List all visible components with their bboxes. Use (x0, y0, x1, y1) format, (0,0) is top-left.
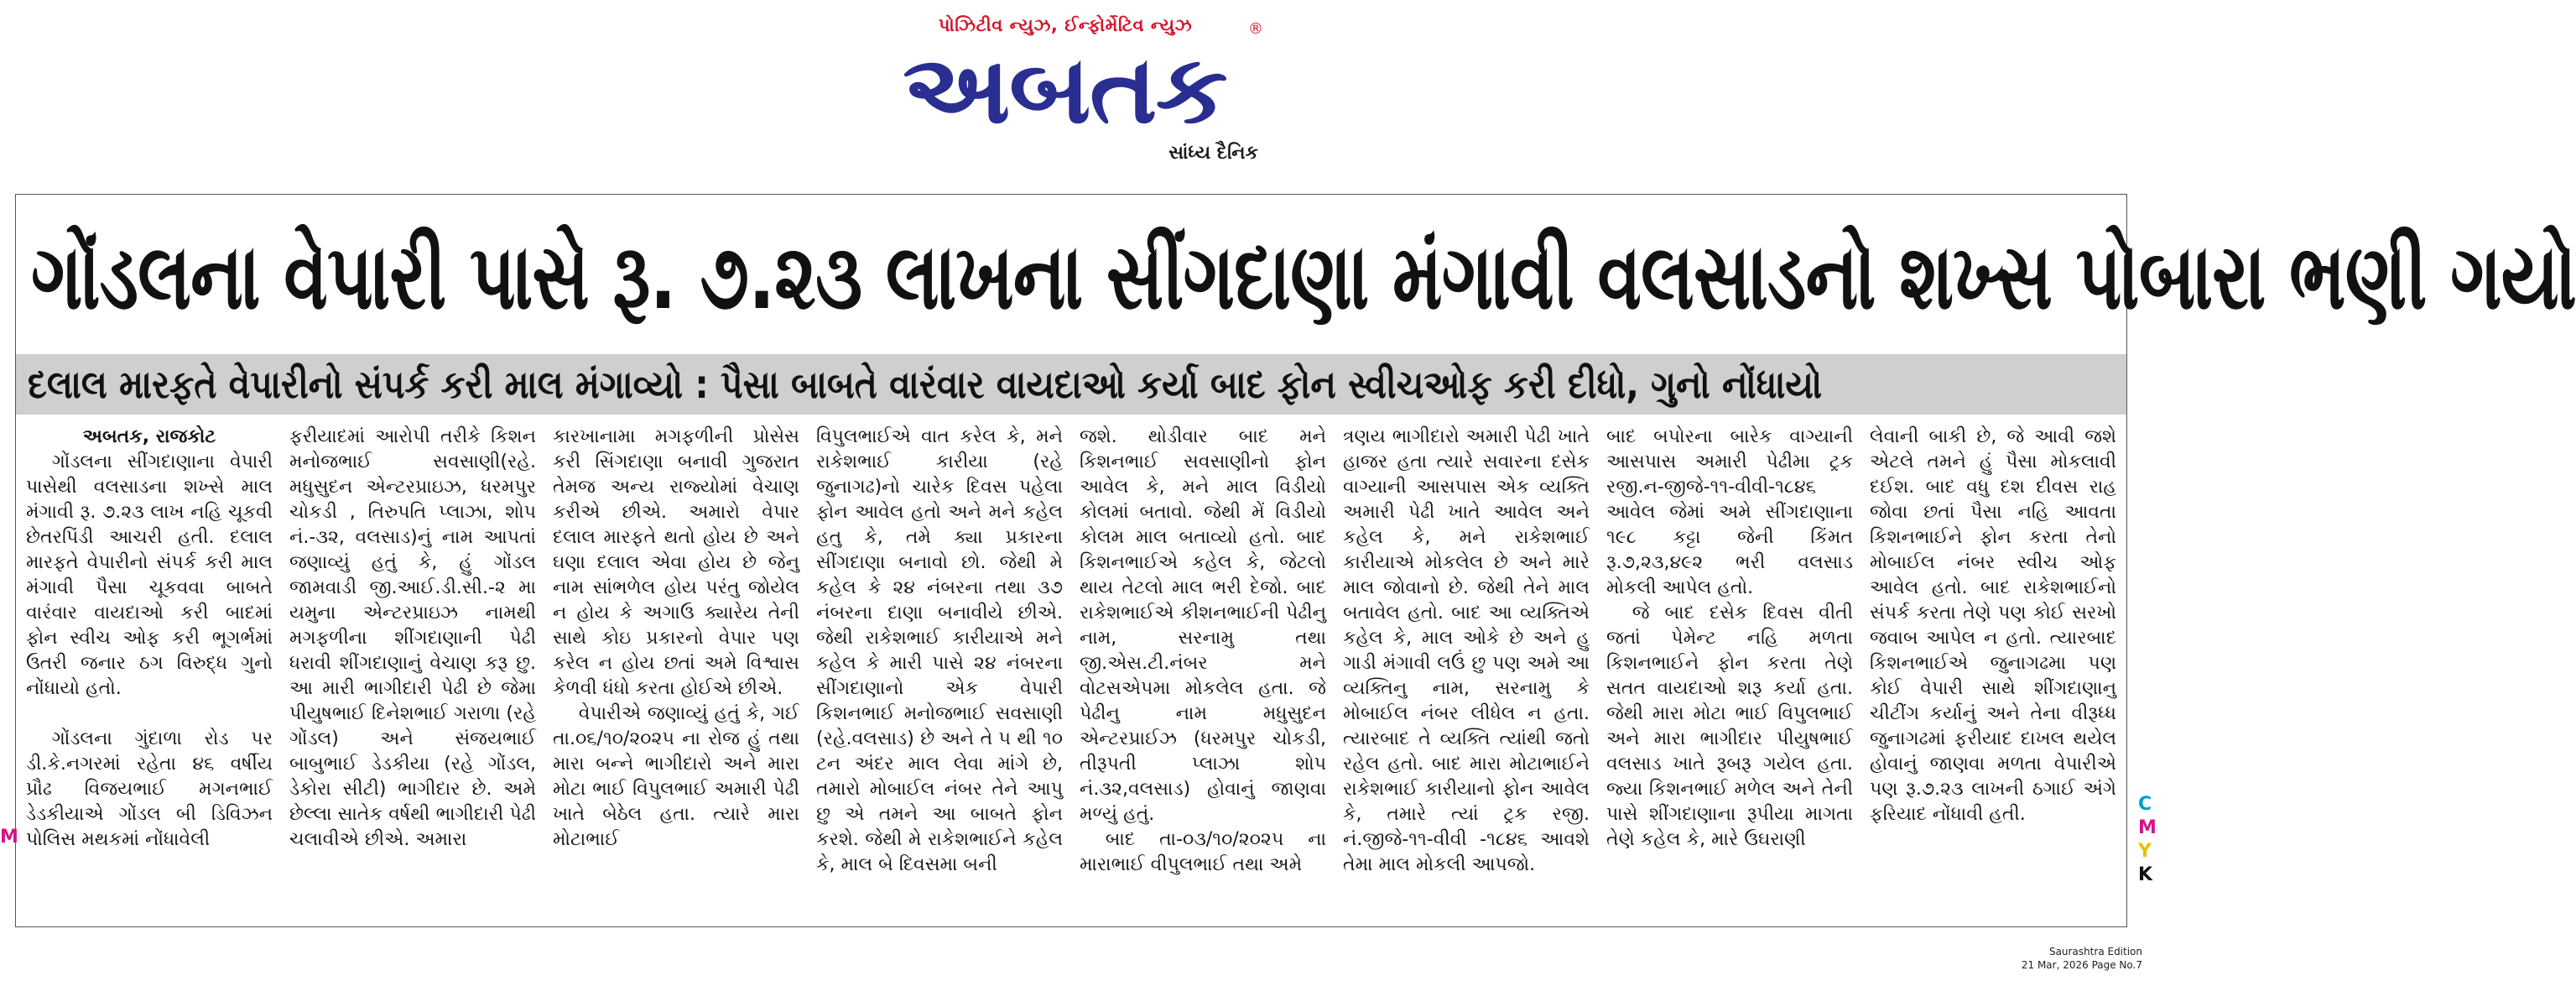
dateline: અબતક, રાજકોટ (82, 426, 216, 447)
article-column-2 (289, 425, 536, 921)
masthead-subtitle: સાંધ્ય દૈનિક (1168, 143, 1258, 164)
paragraph: ફરીયાદમાં આરોપી તરીકે કિશન મનોજભાઈ સવસાણી(રહે. મધુસુદન એન્ટરપ્રાઇઝ, ધરમપુર ચોકડી , તિરુપતિ પ્લાઝા, શોપ નં.-૩૨, વલસાડ)નું નામ આપતાં જણાવ્યું હતું કે, હું ગોંડલ જામવાડી જી.આઈ.ડી.સી.-૨ મા યમુના એન્ટરપ્રાઇઝ નામથી મગફળીના શીંગદાણાની પેઢી ધરાવી શીંગદાણાનું વેચાણ કરૂ છુ. આ મારી ભાગીદારી પેઢી છે જેમા પીયુષભાઈ દિનેશભાઈ ગરાળા (રહે ગોંડલ) અને સંજયભાઈ બાબુભાઈ ડેડકીયા (રહે ગોંડલ, ડેકોરા સીટી) ભાગીદાર છે. અમે છેલ્લા સાતેક વર્ષથી ભાગીદારી પેઢી ચલાવીએ છીએ. અમારા (289, 426, 536, 850)
cmyk-y: Y (2138, 841, 2152, 862)
paragraph: ગોંડલના સીંગદાણાના વેપારી પાસેથી વલસાડના શખ્સે માલ મંગાવી રૂ. ૭.૨૩ લાખ નહિ ચૂકવી છેતરપિંડી આચરી હતી. દલાલ મારફતે વેપારીનો સંપર્ક કરી માલ મંગાવી પૈસા ચૂકવવા બાબતે વારંવાર વાયદાઓ કરી બાદમાં ફોન સ્વીચ ઓફ કરી ભૂગર્ભમાં ઉતરી જનાર ઠગ વિરુદ્ધ ગુનો નોંધાયો હતો. (26, 451, 273, 699)
paragraph: બાદ બપોરના બારેક વાગ્યાની આસપાસ અમારી પેઢીમા ટ્રક રજી.ન-જીજે-૧૧-વીવી-૧૮૪૬ આવેલ જેમાં અમે સીંગદાણાના ૧૯૮ કટ્ટા જેની કિંમત રૂ.૭,૨૩,૪૯૨ ભરી વલસાડ મોકલી આપેલ હતો. (1606, 426, 1853, 598)
paragraph: વિપુલભાઈએ વાત કરેલ કે, મને રાકેશભાઈ કારીયા (રહે જુનાગઢ)નો ચારેક દિવસ પહેલા ફોન આવેલ હતો અને મને કહેલ હતુ કે, તમે ક્યા પ્રકારના સીંગદાણા બનાવો છો. જેથી મે કહેલ કે ૨૪ નંબરના તથા ૩૭ નંબરના દાણા બનાવીયે છીએ. જેથી રાકેશભાઈ કારીયાએ મને કહેલ કે મારી પાસે ૨૪ નંબરના સીંગદાણાનો એક વેપારી કિશનભાઈ મનોજભાઈ સવસાણી (રહે.વલસાડ) છે અને તે ૫ થી ૧૦ ટન અંદર માલ લેવા માંગે છે, તમારો મોબાઈલ નંબર તેને આપુ છુ એ તમને આ બાબતે ફોન કરશે. જેથી મે રાકેશભાઈને કહેલ કે, માલ બે દિવસમા બની (816, 426, 1063, 875)
registered-mark: ® (1248, 20, 1263, 38)
article-column-6 (1343, 425, 1590, 921)
masthead-tagline: પોઝિટીવ ન્યુઝ, ઈન્ફોર્મેટિવ ન્યુઝ (938, 15, 1193, 35)
cmyk-registration-marks (2138, 793, 2157, 887)
article (15, 194, 2576, 927)
article-column-8 (1870, 425, 2116, 921)
article-column-1 (26, 425, 273, 921)
paragraph: જશે. થોડીવાર બાદ મને કિશનભાઈ સવસાણીનો ફોન આવેલ કે, મને માલ વિડીયો કોલમાં બતાવો. જેથી મેં વિડીયો કોલમ માલ બતાવ્યો હતો. બાદ કિશનભાઈએ કહેલ કે, જેટલો થાય તેટલો માલ ભરી દેજો. બાદ રાકેશભાઈએ કીશનભાઈની પેઢીનુ નામ, સરનામુ તથા જી.એસ.ટી.નંબર મને વોટસએપમા મોકલેલ હતા. જે પેઢીનુ નામ મધુસુદન એન્ટરપ્રાઈઝ (ધરમપુર ચોકડી, તીરૂપતી પ્લાઝા શોપ નં.૩૨,વલસાડ) હોવાનું જાણવા મળ્યું હતું. (1080, 426, 1326, 825)
article-column-4 (816, 425, 1063, 921)
article-column-3 (553, 425, 799, 921)
article-headline: ગોંડલના વેપારી પાસે રૂ. ૭.૨૩ લાખના સીંગદાણા મંગાવી વલસાડનો શખ્સ પોબારા ભણી ગયો (31, 225, 2576, 330)
paragraph: ત્રણય ભાગીદારો અમારી પેઢી ખાતે હાજર હતા ત્યારે સવારના દસેક વાગ્યાની આસપાસ એક વ્યક્તિ અમારી પેઢી ખાતે આવેલ અને કહેલ કે, મને રાકેશભાઈ કારીયાએ મોકલેલ છે અને મારે માલ જોવાનો છે. જેથી તેને માલ બતાવેલ હતો. બાદ આ વ્યક્તિએ કહેલ કે, માલ ઓકે છે અને હુ ગાડી મંગાવી લઉં છુ પણ અમે આ વ્યક્તિનુ નામ, સરનામુ કે મોબાઈલ નંબર લીધેલ ન હતા. ત્યારબાદ તે વ્યક્તિ ત્યાંથી જતો રહેલ હતો. બાદ મારા મોટાભાઈને રાકેશભાઈ કારીયાનો ફોન આવેલ કે, તમારે ત્યાં ટ્રક રજી. નં.જીજે-૧૧-વીવી -૧૮૪૬ આવશે તેમા માલ મોકલી આપજો. (1343, 426, 1590, 875)
paragraph: ગોંડલના ગુંદાળા રોડ પર ડી.કે.નગરમાં રહેતા ૪૬ વર્ષીય પ્રૌઢ વિજયભાઈ મગનભાઈ ડેડકીયાએ ગોંડલ બી ડિવિઝન પોલિસ મથકમાં નોંધાવેલી (26, 728, 273, 850)
edition-name: Saurashtra Edition (2048, 946, 2142, 958)
subheadline-bar (16, 354, 2126, 415)
article-column-5 (1080, 425, 1326, 921)
edition-info (2022, 945, 2142, 972)
paragraph: બાદ તા-૦૩/૧૦/૨૦૨૫ ના મારાભાઈ વીપુલભાઈ તથા અમે (1080, 829, 1326, 875)
cmyk-c: C (2138, 794, 2152, 815)
article-columns (26, 425, 2116, 921)
article-subheadline: દલાલ મારફતે વેપારીનો સંપર્ક કરી માલ મંગાવ્યો : પૈસા બાબતે વારંવાર વાયદાઓ કર્યા બાદ ફોન સ્વીચઓફ કરી દીધો, ગુનો નોંધાયો (28, 362, 1823, 407)
edition-date-page: 21 Mar, 2026 Page No.7 (2021, 959, 2142, 971)
cmyk-k: K (2138, 864, 2153, 885)
paragraph: લેવાની બાકી છે, જે આવી જશે એટલે તમને હું પૈસા મોકલાવી દઈશ. બાદ વધુ દશ દીવસ રાહ જોવા છતાં પૈસા નહિ આવતા કિશનભાઈને ફોન કરતા તેનો મોબાઈલ નંબર સ્વીચ ઓફ આવેલ હતો. બાદ રાકેશભાઈનો સંપર્ક કરતા તેણે પણ કોઈ સરખો જવાબ આપેલ ન હતો. ત્યારબાદ કિશનભાઈએ જુનાગઢમા પણ કોઈ વેપારી સાથે શીંગદાણાનુ ચીટીંગ કર્યાનું અને તેના વીરૂધ્ધ જુનાગઢમાં ફરીયાદ દાખલ થયેલ હોવાનું જાણવા મળતા વેપારીએ પણ રૂ.૭.૨૩ લાખની ઠગાઈ અંગે ફરિયાદ નોંધાવી હતી. (1870, 426, 2116, 825)
cmyk-m: M (2138, 817, 2157, 838)
left-margin-mark: M (0, 827, 18, 848)
paragraph: કારખાનામા મગફળીની પ્રોસેસ કરી સિંગદાણા બનાવી ગુજરાત તેમજ અન્ય રાજ્યોમાં વેચાણ કરીએ છીએ. અમારો વેપાર દલાલ મારફતે થતો હોય છે અને ઘણા દલાલ એવા હોય છે જેનુ નામ સાંભળેલ હોય પરંતુ જોયેલ ન હોય કે અગાઉ ક્યારેય તેની સાથે કોઇ પ્રકારનો વેપાર પણ કરેલ ન હોય છતાં અમે વિશ્વાસ કેળવી ધંધો કરતા હોઈએ છીએ. (553, 426, 799, 699)
masthead (872, 12, 1267, 171)
paragraph: વેપારીએ જણાવ્યું હતું કે, ગઈ તા.૦૬/૧૦/૨૦૨૫ ના રોજ હું તથા મારા બન્ને ભાગીદારો અને મારા મોટા ભાઈ વિપુલભાઈ અમારી પેઢી ખાતે બેઠેલ હતા. ત્યારે મારા મોટાભાઈ (553, 703, 799, 850)
masthead-logo: અબતક (903, 34, 1226, 145)
article-column-7 (1606, 425, 1853, 921)
paragraph: જે બાદ દસેક દિવસ વીતી જતાં પેમેન્ટ નહિ મળતા કિશનભાઈને ફોન કરતા તેણે સતત વાયદાઓ શરૂ કર્યા હતા. જેથી મારા મોટા ભાઈ વિપુલભાઈ અને મારા ભાગીદાર પીયુષભાઈ વલસાડ ખાતે રૂબરૂ ગયેલ હતા. જ્યા કિશનભાઈ મળેલ અને તેની પાસે શીંગદાણાના રૂપીયા માગતા તેણે કહેલ કે, મારે ઉઘરાણી (1606, 603, 1853, 850)
